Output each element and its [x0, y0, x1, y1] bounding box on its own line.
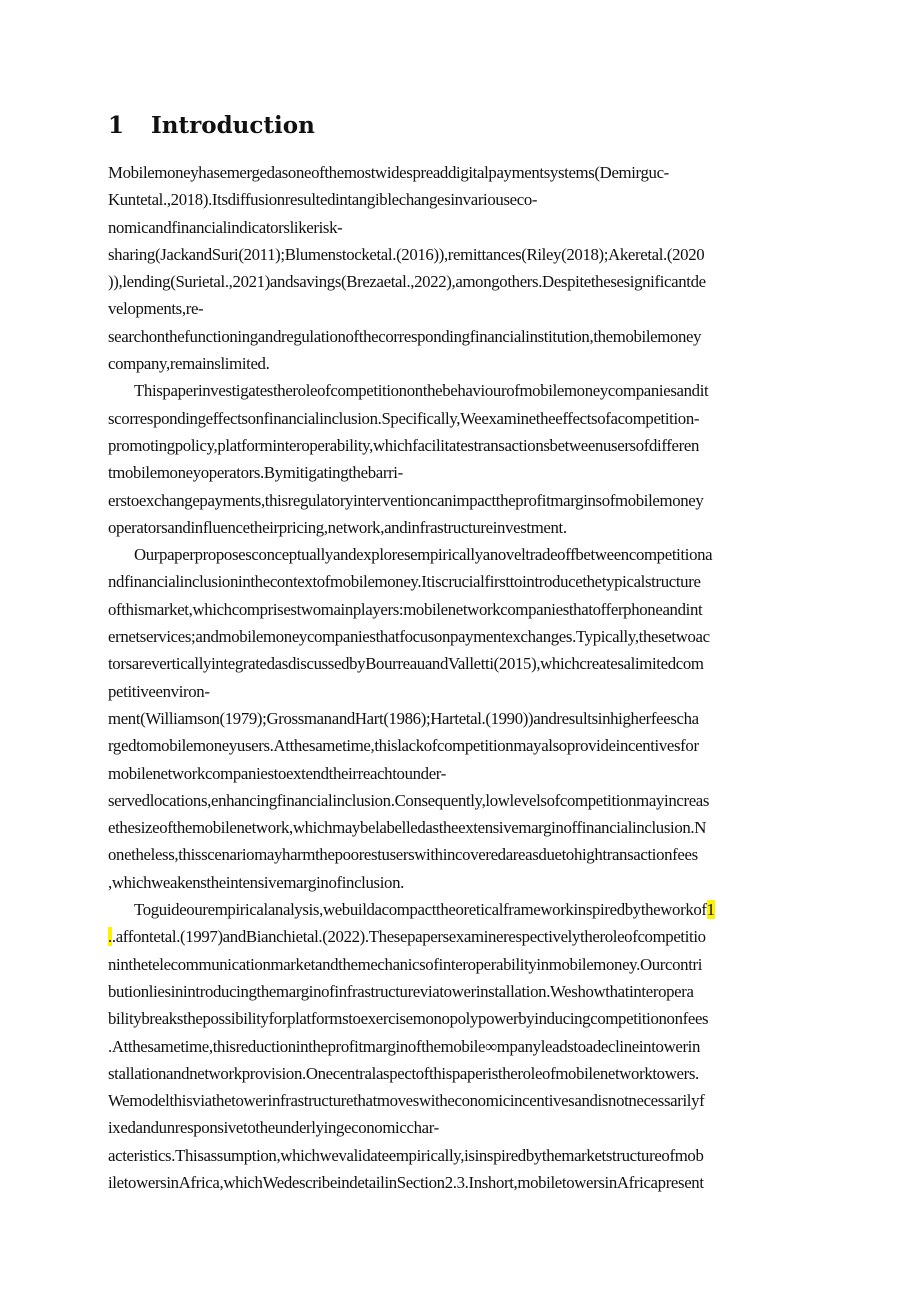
text-fragment: Toguideourempiricalanalysis,webuildacompacttheoreticalframeworkinspiredbytheworkof	[134, 900, 707, 920]
section-title: Introduction	[151, 112, 315, 139]
text-line: scorrespondingeffectsonfinancialinclusion.Specifically,Weexaminetheeffectsofacompetition-	[108, 408, 700, 428]
text-line: ninthetelecommunicationmarketandthemechanicsofinteroperabilityinmobilemoney.Ourcontri	[108, 954, 703, 974]
text-line: onetheless,thisscenariomayharmthepoorestuserswithincoveredareasduetohightransactionfees	[108, 845, 698, 865]
text-line: searchonthefunctioningandregulationofthecorrespondingfinancialinstitution,themobilemoney	[108, 326, 702, 346]
text-line: .Atthesametime,thisreductionintheprofitmarginofthemobile∞mpanyleadstoadeclineintowerin	[108, 1036, 701, 1056]
text-line: ment(Williamson(1979);GrossmanandHart(1986);Hartetal.(1990))andresultsinhigherfeescha	[108, 708, 699, 728]
text-line: promotingpolicy,platforminteroperability,whichfacilitatestransactionsbetweenusersofdifferen	[108, 435, 700, 455]
text-line: Thispaperinvestigatestheroleofcompetitiononthebehaviourofmobilemoneycompaniesandit	[134, 381, 709, 401]
text-line: sharing(JackandSuri(2011);Blumenstocketal.(2016)),remittances(Riley(2018);Akeretal.(2020	[108, 244, 705, 264]
text-line: ernetservices;andmobilemoneycompaniesthatfocusonpaymentexchanges.Typically,thesetwoac	[108, 627, 710, 647]
text-line: bilitybreaksthepossibilityforplatformstoexercisemonopolypowerbyinducingcompetitiononfees	[108, 1009, 709, 1029]
text-line: Kuntetal.,2018).Itsdiffusionresultedintangiblechangesinvariouseco-	[108, 190, 538, 210]
text-line: Wemodelthisviathetowerinfrastructurethatmoveswitheconomicincentivesandisnotnecessarilyf	[108, 1091, 705, 1111]
text-line: erstoexchangepayments,thisregulatoryinterventioncanimpacttheprofitmarginsofmobilemoney	[108, 490, 704, 510]
text-fragment: .affontetal.(1997)andBianchietal.(2022).Thesepapersexaminerespectivelytheroleofcompetitio	[111, 927, 706, 947]
text-line: Mobilemoneyhasemergedasoneofthemostwidespreaddigitalpaymentsystems(Demirguc-	[108, 163, 669, 182]
text-line: ofthismarket,whichcomprisestwomainplayers:mobilenetworkcompaniesthatofferphoneandint	[108, 599, 703, 619]
text-line: butionliesinintroducingthemarginofinfrastructureviatowerinstallation.Weshowthatinteropera	[108, 981, 694, 1001]
text-line: rgedtomobilemoneyusers.Atthesametime,thislackofcompetitionmayalsoprovideincentivesfor	[108, 736, 699, 756]
text-line: )),lending(Surietal.,2021)andsavings(Brezaetal.,2022),amongothers.Despitethesesignificantde	[108, 272, 706, 292]
text-line: velopments,re-	[108, 299, 204, 319]
text-line: petitiveenviron-	[108, 681, 210, 701]
text-line: torsareverticallyintegratedasdiscussedbyBourreauandValletti(2015),whichcreatesalimitedcom	[108, 654, 704, 674]
text-line: company,remainslimited.	[108, 354, 270, 374]
highlight-mark: .	[108, 927, 112, 947]
text-line: ixedandunresponsivetotheunderlyingeconomicchar-	[108, 1118, 439, 1138]
text-line: mobilenetworkcompaniestoextendtheirreachtounder-	[108, 763, 446, 783]
section-heading	[108, 110, 315, 142]
text-line: ndfinancialinclusioninthecontextofmobilemoney.Itiscrucialfirsttointroducethetypicalstructure	[108, 572, 701, 592]
section-number: 1	[108, 112, 125, 139]
text-line: acteristics.Thisassumption,whichwevalidateempirically,isinspiredbythemarketstructureofmob	[108, 1145, 704, 1165]
text-line: servedlocations,enhancingfinancialinclusion.Consequently,lowlevelsofcompetitionmayincreas	[108, 790, 710, 810]
text-line	[108, 896, 822, 923]
text-line: iletowersinAfrica,whichWedescribeindetailinSection2.3.Inshort,mobiletowersinAfricapresent	[108, 1172, 704, 1192]
text-line: ,whichweakenstheintensivemarginofinclusion.	[108, 872, 404, 892]
body-text	[108, 159, 822, 1196]
text-line	[108, 923, 822, 950]
text-line: operatorsandinfluencetheirpricing,network,andinfrastructureinvestment.	[108, 517, 567, 537]
text-line: stallationandnetworkprovision.Onecentralaspectofthispaperistheroleofmobilenetworktowers.	[108, 1063, 699, 1083]
text-line: nomicandfinancialindicatorslikerisk-	[108, 217, 343, 237]
highlight-mark: 1	[706, 900, 715, 920]
text-line: tmobilemoneyoperators.Bymitigatingthebarri-	[108, 463, 403, 483]
text-line: Ourpaperproposesconceptuallyandexploresempiricallyanoveltradeoffbetweencompetitiona	[134, 545, 713, 565]
text-line: ethesizeofthemobilenetwork,whichmaybelabelledastheextensivemarginoffinancialinclusion.N	[108, 818, 707, 838]
